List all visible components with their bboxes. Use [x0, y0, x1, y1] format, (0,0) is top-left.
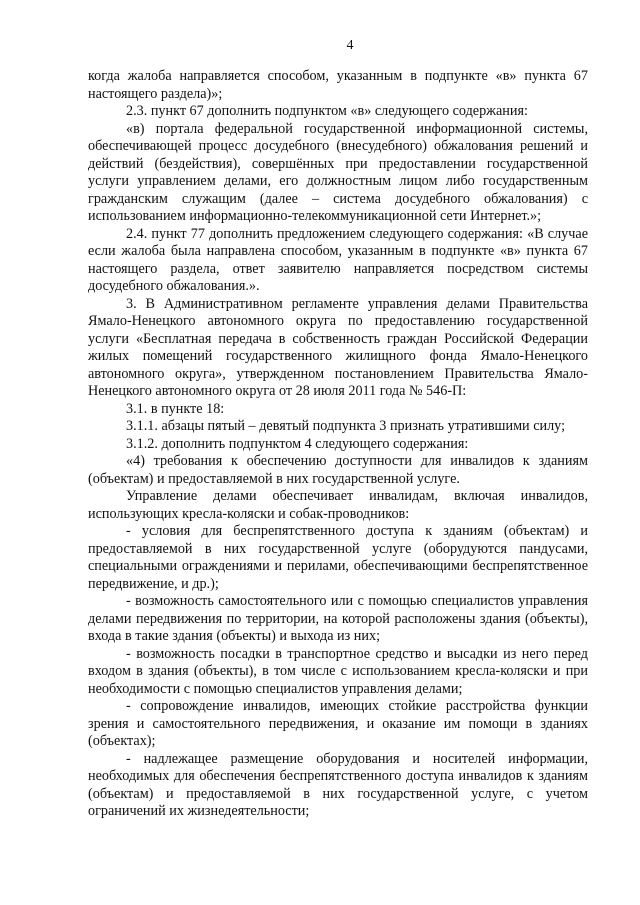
list-item: - условия для беспрепятственного доступа к зданиям (объектам) и предоставляемой в них государственной услуге (оборудуются пандусами, специальными ограждениями и перилами, обеспечивающими беспрепятственное передвижение, и др.); — [88, 523, 588, 592]
paragraph: 3.1.2. дополнить подпунктом 4 следующего содержания: — [126, 435, 469, 452]
paragraph: 3. В Административном регламенте управления делами Правительства Ямало-Ненецкого автономного округа по предоставлению государственной услуги «Бесплатная передача в собственность граждан Российской Федерации жилых помещений государственного жилищного фонда Ямало-Ненецкого автономного округа», утвержденном постановлением Правительства Ямало-Ненецкого автономного округа от 28 июля 2011 года № 546-П: — [88, 295, 588, 399]
paragraph: 3.1. в пункте 18: — [126, 400, 225, 417]
document-body — [88, 68, 588, 821]
list-item: - сопровождение инвалидов, имеющих стойкие расстройства функции зрения и самостоятельного передвижения, и оказание им помощи в зданиях (объектах); — [88, 698, 588, 749]
paragraph: «в) портала федеральной государственной информационной системы, обеспечивающей процесс досудебного (внесудебного) обжалования решений и действий (бездействия), совершённых при предоставлении государственной услуги управлением делами, его должностным лицом либо государственным гражданским служащим (далее – система досудебного обжалования) с использованием информационно-телекоммуникационной сети Интернет.»; — [88, 120, 588, 224]
paragraph: «4) требования к обеспечению доступности для инвалидов к зданиям (объектам) и предоставляемой в них государственной услуге. — [88, 453, 588, 487]
paragraph: 2.3. пункт 67 дополнить подпунктом «в» следующего содержания: — [126, 103, 528, 119]
list-item: - надлежащее размещение оборудования и носителей информации, необходимых для обеспечения беспрепятственного доступа инвалидов к зданиям (объектам) и предоставляемой в них государственной услуге, с учетом ограничений их жизнедеятельности; — [88, 750, 588, 819]
paragraph: 2.4. пункт 77 дополнить предложением следующего содержания: «В случае если жалоба была направлена способом, указанным в подпункте «в» пункта 67 настоящего раздела, ответ заявителю направляется посредством системы досудебного обжалования.». — [88, 225, 588, 294]
list-item: - возможность посадки в транспортное средство и высадки из него перед входом в здания (объекты), в том числе с использованием кресла-коляски и при необходимости с помощью специалистов управления делами; — [88, 645, 588, 697]
paragraph: 3.1.1. абзацы пятый – девятый подпункта 3 признать утратившими силу; — [126, 418, 566, 434]
list-item: - возможность самостоятельного или с помощью специалистов управления делами передвижения по территории, на которой расположены здания (объекты), входа в такие здания (объекты) и выхода из них; — [88, 593, 588, 644]
page-number: 4 — [346, 38, 354, 53]
paragraph: Управление делами обеспечивает инвалидам, включая инвалидов, использующих кресла-коляски и собак-проводников: — [88, 488, 588, 522]
paragraph: когда жалоба направляется способом, указанным в подпункте «в» пункта 67 настоящего раздела)»; — [88, 68, 588, 102]
